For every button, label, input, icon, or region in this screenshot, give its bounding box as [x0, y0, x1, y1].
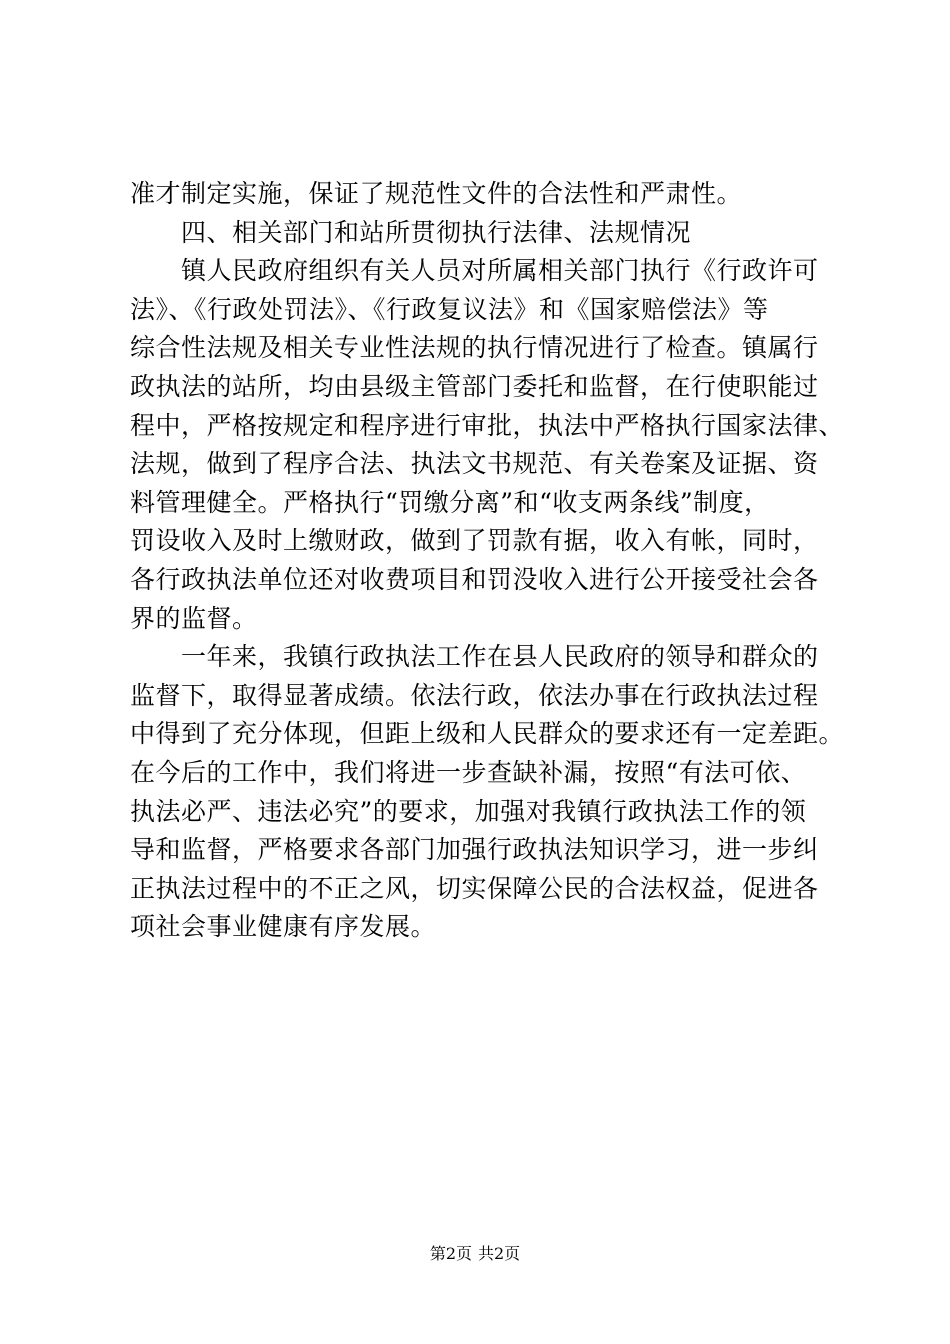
paragraph-line: 执法必严、违法必究”的要求，加强对我镇行政执法工作的领 [130, 796, 807, 826]
paragraph-line: 监督下，取得显著成绩。依法行政，依法办事在行政执法过程 [130, 680, 819, 710]
paragraph-line: 法》、《行政处罚法》、《行政复议法》和《国家赔偿法》等 [130, 294, 769, 324]
paragraph-line: 罚设收入及时上缴财政，做到了罚款有据，收入有帐，同时， [130, 526, 819, 556]
paragraph-line: 导和监督，严格要求各部门加强行政执法知识学习，进一步纠 [130, 835, 819, 865]
paragraph-line: 政执法的站所，均由县级主管部门委托和监督，在行使职能过 [130, 371, 819, 401]
paragraph-line: 中得到了充分体现，但距上级和人民群众的要求还有一定差距。 [130, 719, 845, 749]
paragraph-line: 料管理健全。严格执行“罚缴分离”和“收支两条线”制度， [130, 487, 770, 517]
paragraph-line: 在今后的工作中，我们将进一步查缺补漏，按照“有法可依、 [130, 757, 807, 787]
document-body [130, 175, 850, 947]
paragraph-line: 镇人民政府组织有关人员对所属相关部门执行《行政许可 [181, 256, 819, 286]
paragraph-line: 准才制定实施，保证了规范性文件的合法性和严肃性。 [130, 179, 743, 208]
paragraph-line: 正执法过程中的不正之风，切实保障公民的合法权益，促进各 [130, 873, 819, 903]
page-footer [0, 1244, 950, 1264]
paragraph-line: 项社会事业健康有序发展。 [130, 912, 437, 942]
paragraph-line: 界的监督。 [130, 603, 258, 633]
paragraph-line: 各行政执法单位还对收费项目和罚没收入进行公开接受社会各 [130, 564, 819, 594]
page-number: 第2页 [429, 1244, 472, 1263]
paragraph-line: 程中，严格按规定和程序进行审批，执法中严格执行国家法律、 [130, 410, 845, 440]
page-total: 共2页 [478, 1244, 521, 1263]
paragraph-line: 法规，做到了程序合法、执法文书规范、有关卷案及证据、资 [130, 449, 819, 479]
paragraph-line: 一年来，我镇行政执法工作在县人民政府的领导和群众的 [181, 642, 819, 672]
section-heading: 四、相关部门和站所贯彻执行法律、法规情况 [181, 217, 692, 247]
paragraph-line: 综合性法规及相关专业性法规的执行情况进行了检查。镇属行 [130, 333, 819, 363]
